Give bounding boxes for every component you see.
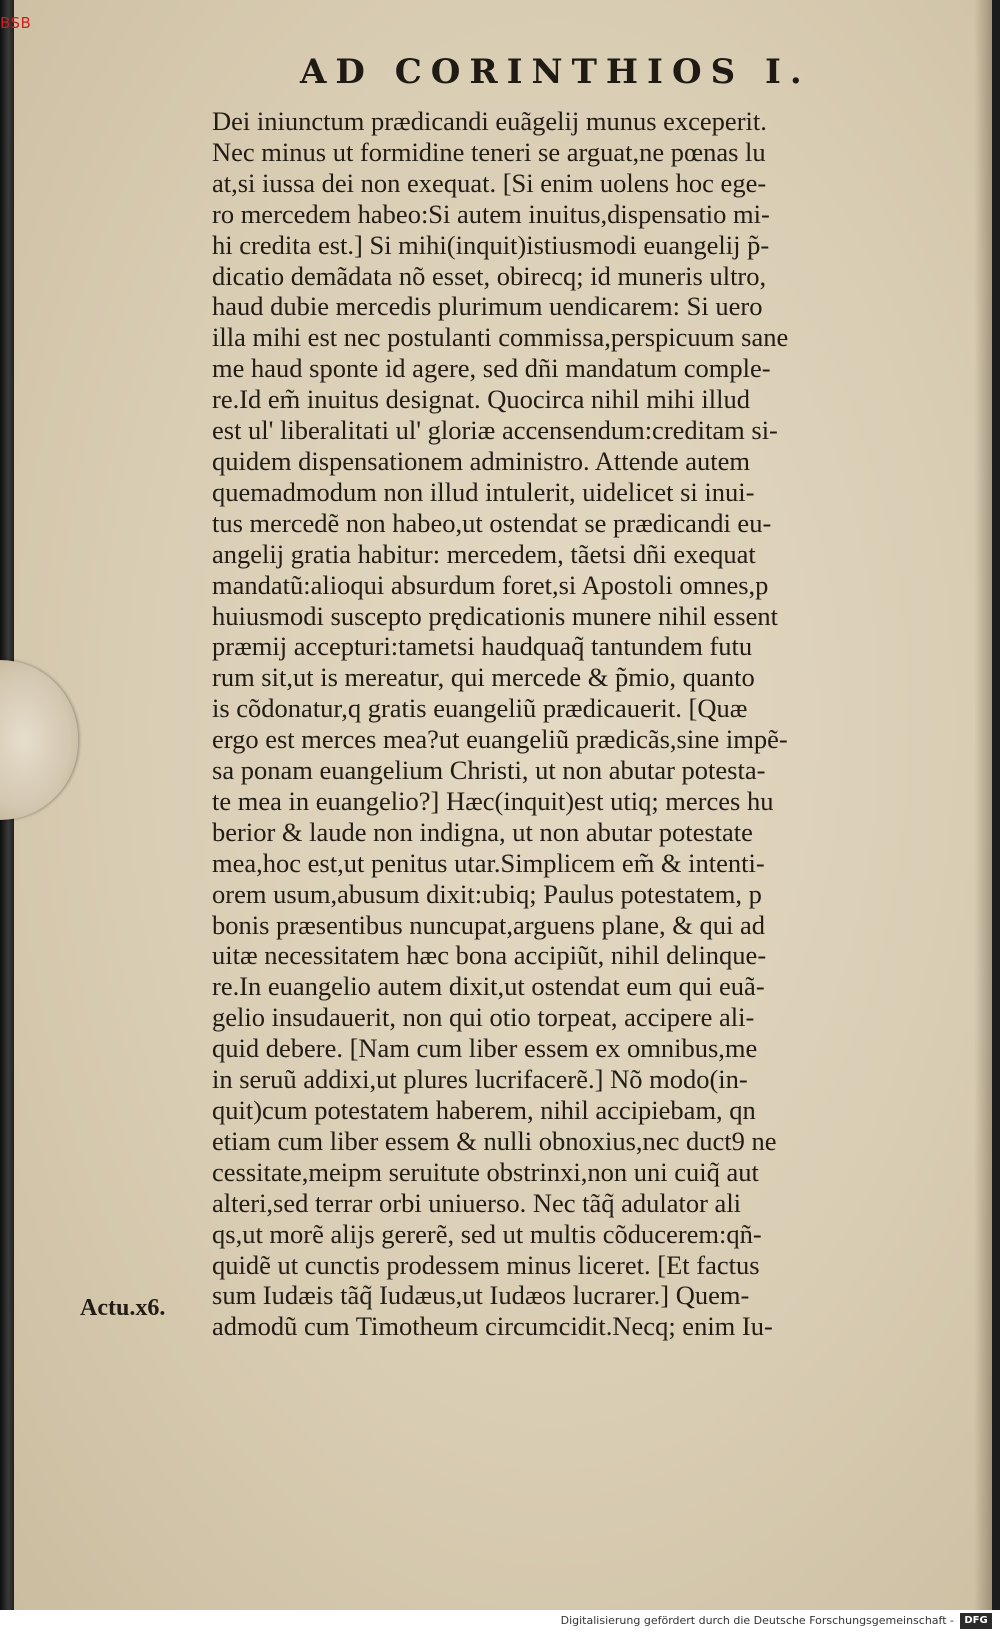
text-line: mandatũ:alioqui absurdum foret,si Apostoli omnes,p [212,569,769,600]
text-line: præmij accepturi:tametsi haudquaq̃ tantundem futu [212,631,753,662]
page-edge-shadow [974,0,992,1610]
text-line: at,si iussa dei non exequat. [Si enim uolens hoc ege- [212,167,767,198]
text-line: re.Id em̃ inuitus designat. Quocirca nihil mihi illud [212,384,750,415]
text-line: in seruũ addixi,ut plures lucrifacerẽ.] Nõ modo(in- [212,1064,748,1095]
dfg-logo: DFG [960,1613,992,1629]
text-line: quemadmodum non illud intulerit, uidelicet si inui- [212,476,755,507]
text-line: uitæ necessitatem hæc bona accipiũt, nihil delinque- [212,940,767,971]
footer-credit: Digitalisierung gefördert durch die Deutsche Forschungsgemeinschaft - [560,1614,954,1627]
text-line: sum Iudæis tãq̃ Iudæus,ut Iudæos lucrarer.] Quem- [212,1280,750,1311]
text-line: mea,hoc est,ut penitus utar.Simplicem em̃ & intenti- [212,847,765,878]
text-line: rum sit,ut is mereatur, qui mercede & p̃mio, quanto [212,662,755,693]
text-line: re.In euangelio autem dixit,ut ostendat eum qui euã- [212,971,765,1002]
margin-note: Actu.x6. [80,1295,166,1321]
text-line: ro mercedem habeo:Si autem inuitus,dispensatio mi- [212,198,770,229]
text-line: illa mihi est nec postulanti commissa,perspicuum sane [212,322,789,353]
text-line: haud dubie mercedis plurimum uendicarem: Si uero [212,291,763,322]
text-line: ergo est merces mea?ut euangeliũ prædicãs,sine impẽ- [212,724,788,755]
text-line: alteri,sed terrar orbi uniuerso. Nec tãq̃ adulator ali [212,1187,742,1218]
text-line: sa ponam euangelium Christi, ut non abutar potesta- [212,755,766,786]
text-line: admodũ cum Timotheum circumcidit.Necq; enim Iu- [212,1311,773,1342]
text-line: me haud sponte id agere, sed dñi mandatum comple- [212,353,771,384]
text-line: angelij gratia habitur: mercedem, tãetsi dñi exequat [212,538,756,569]
text-line: huiusmodi suscepto prędicationis munere nihil essent [212,600,778,631]
text-line: quit)cum potestatem haberem, nihil accipiebam, qn [212,1095,756,1125]
text-line: qs,ut morẽ alijs gererẽ, sed ut multis cõducerem:qñ- [212,1218,762,1249]
text-line: hi credita est.] Si mihi(inquit)istiusmodi euangelij p̃- [212,229,770,260]
text-line: Nec minus ut formidine teneri se arguat,ne pœnas lu [212,136,766,167]
text-line: quidem dispensationem administro. Attende autem [212,445,750,476]
text-line: Dei iniunctum prædicandi euãgelij munus exceperit. [212,106,767,136]
text-line: cessitate,meipm seruitute obstrinxi,non uni cuiq̃ aut [212,1156,759,1187]
text-line: gelio insudauerit, non qui otio torpeat, accipere ali- [212,1002,755,1033]
body-text [212,106,912,1342]
text-line: berior & laude non indigna, ut non abutar potestate [212,816,753,847]
text-line: dicatio demãdata nõ esset, obirecq; id muneris ultro, [212,260,767,291]
text-line: est ul' liberalitati ul' gloriæ accensendum:creditam si- [212,415,778,446]
text-line: quid debere. [Nam cum liber essem ex omnibus,me [212,1033,758,1064]
text-line: bonis præsentibus nuncupat,arguens plane, & qui ad [212,909,765,940]
text-line: is cõdonatur,q gratis euangeliũ prædicauerit. [Quæ [212,693,748,724]
library-stamp: BSB [0,14,32,32]
running-head: AD CORINTHIOS I. [300,52,811,92]
text-line: quidẽ ut cunctis prodessem minus liceret. [Et factus [212,1249,760,1280]
text-line: etiam cum liber essem & nulli obnoxius,nec duct9 ne [212,1125,777,1156]
text-line: orem usum,abusum dixit:ubiq; Paulus potestatem, p [212,878,762,909]
text-line: tus mercedẽ non habeo,ut ostendat se prædicandi eu- [212,507,772,538]
text-line: te mea in euangelio?] Hæc(inquit)est utiq; merces hu [212,785,774,816]
